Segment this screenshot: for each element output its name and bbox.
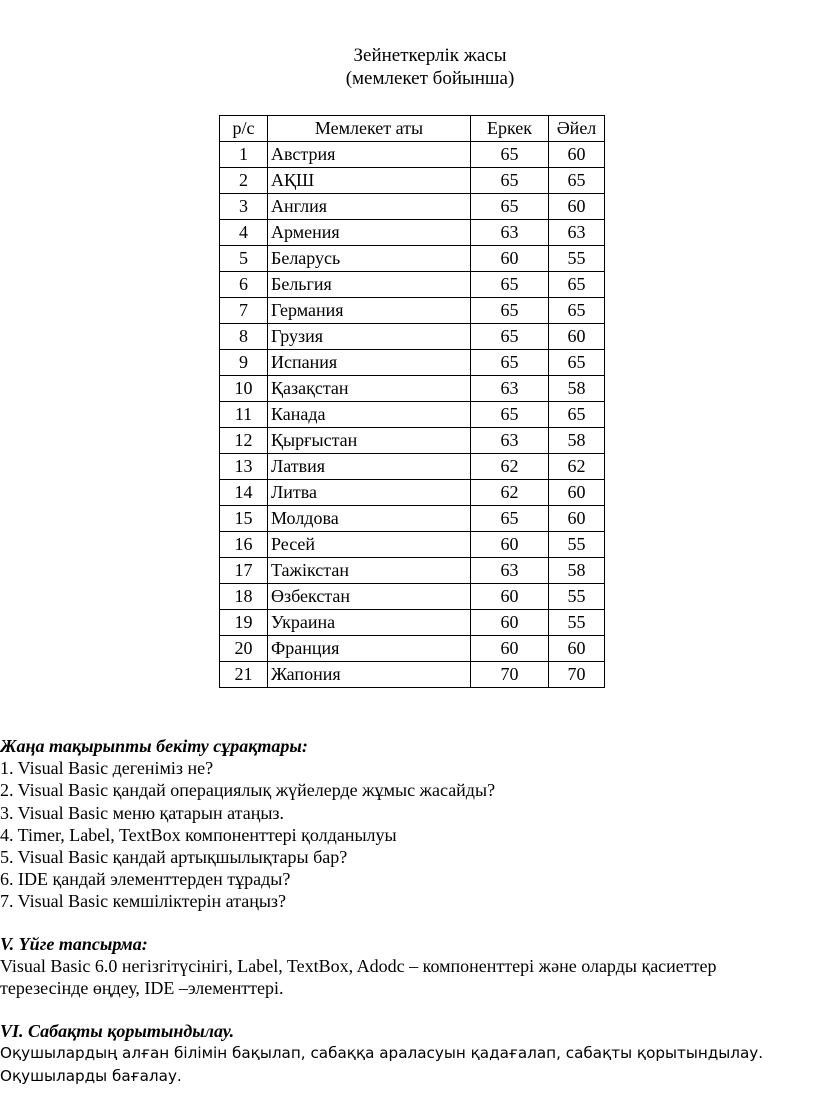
row-number: 17 — [220, 558, 268, 584]
question-item: 3. Visual Basic меню қатарын атаңыз. — [0, 802, 285, 823]
table-row — [220, 662, 605, 688]
female-age: 60 — [549, 636, 605, 662]
female-age: 62 — [549, 454, 605, 480]
header-country: Мемлекет аты — [268, 116, 471, 142]
homework-line: терезесінде өңдеу, IDE –элементтері. — [0, 978, 284, 999]
female-age: 65 — [549, 350, 605, 376]
row-number: 16 — [220, 532, 268, 558]
table-row — [220, 402, 605, 428]
female-age: 60 — [549, 480, 605, 506]
male-age: 63 — [471, 220, 549, 246]
country-name: Тажікстан — [268, 558, 471, 584]
row-number: 3 — [220, 194, 268, 220]
header-number: р/с — [220, 116, 268, 142]
male-age: 60 — [471, 636, 549, 662]
question-item: 6. IDE қандай элементтерден тұрады? — [0, 869, 291, 890]
male-age: 65 — [471, 402, 549, 428]
male-age: 63 — [471, 376, 549, 402]
question-item: 1. Visual Basic дегеніміз не? — [0, 758, 214, 779]
table-row — [220, 636, 605, 662]
country-name: Жапония — [268, 662, 471, 688]
country-name: Литва — [268, 480, 471, 506]
female-age: 60 — [549, 194, 605, 220]
table-body — [220, 142, 605, 688]
country-name: Беларусь — [268, 246, 471, 272]
retirement-age-table — [219, 115, 605, 688]
row-number: 14 — [220, 480, 268, 506]
table-row — [220, 506, 605, 532]
table-row — [220, 532, 605, 558]
row-number: 4 — [220, 220, 268, 246]
female-age: 65 — [549, 168, 605, 194]
male-age: 65 — [471, 194, 549, 220]
female-age: 58 — [549, 428, 605, 454]
summary-text: Оқушылардың алған білімін бақылап, сабаққа араласуын қадағалап, сабақты қорытындылау. Оқушыларды бағалау. — [0, 1044, 764, 1086]
questions-heading: Жаңа тақырыпты бекіту сұрақтары: — [0, 736, 308, 756]
female-age: 58 — [549, 376, 605, 402]
female-age: 55 — [549, 532, 605, 558]
male-age: 60 — [471, 246, 549, 272]
row-number: 13 — [220, 454, 268, 480]
country-name: Бельгия — [268, 272, 471, 298]
homework-line: Visual Basic 6.0 негізгітүсінігі, Label, TextBox, Adodc – компоненттері және оларды қасиеттер — [0, 956, 717, 977]
male-age: 65 — [471, 168, 549, 194]
country-name: Қырғыстан — [268, 428, 471, 454]
row-number: 21 — [220, 662, 268, 688]
table-row — [220, 142, 605, 168]
row-number: 1 — [220, 142, 268, 168]
table-row — [220, 480, 605, 506]
table-row — [220, 610, 605, 636]
country-name: Армения — [268, 220, 471, 246]
country-name: Германия — [268, 298, 471, 324]
row-number: 12 — [220, 428, 268, 454]
header-male: Еркек — [471, 116, 549, 142]
document-subtitle: (мемлекет бойынша) — [345, 68, 515, 89]
female-age: 58 — [549, 558, 605, 584]
table-row — [220, 454, 605, 480]
female-age: 55 — [549, 246, 605, 272]
country-name: Канада — [268, 402, 471, 428]
male-age: 65 — [471, 350, 549, 376]
male-age: 63 — [471, 428, 549, 454]
female-age: 60 — [549, 324, 605, 350]
female-age: 65 — [549, 402, 605, 428]
male-age: 60 — [471, 532, 549, 558]
table-row — [220, 584, 605, 610]
country-name: Латвия — [268, 454, 471, 480]
row-number: 18 — [220, 584, 268, 610]
country-name: Англия — [268, 194, 471, 220]
country-name: Өзбекстан — [268, 584, 471, 610]
country-name: Грузия — [268, 324, 471, 350]
question-item: 7. Visual Basic кемшіліктерін атаңыз? — [0, 891, 287, 912]
question-item: 5. Visual Basic қандай артықшылықтары бар? — [0, 847, 348, 868]
female-age: 63 — [549, 220, 605, 246]
table-header-row — [220, 116, 605, 142]
table-row — [220, 272, 605, 298]
table-row — [220, 298, 605, 324]
country-name: Испания — [268, 350, 471, 376]
country-name: Франция — [268, 636, 471, 662]
female-age: 65 — [549, 298, 605, 324]
row-number: 6 — [220, 272, 268, 298]
homework-section — [0, 933, 816, 1000]
row-number: 20 — [220, 636, 268, 662]
country-name: Қазақстан — [268, 376, 471, 402]
male-age: 70 — [471, 662, 549, 688]
table-row — [220, 168, 605, 194]
table-row — [220, 246, 605, 272]
female-age: 60 — [549, 506, 605, 532]
document-title: Зейнеткерлік жасы — [353, 45, 507, 66]
row-number: 9 — [220, 350, 268, 376]
male-age: 62 — [471, 454, 549, 480]
row-number: 7 — [220, 298, 268, 324]
female-age: 60 — [549, 142, 605, 168]
country-name: АҚШ — [268, 168, 471, 194]
male-age: 65 — [471, 506, 549, 532]
homework-heading: V. Үйге тапсырма: — [0, 934, 148, 954]
male-age: 65 — [471, 298, 549, 324]
male-age: 65 — [471, 272, 549, 298]
row-number: 19 — [220, 610, 268, 636]
male-age: 65 — [471, 324, 549, 350]
row-number: 15 — [220, 506, 268, 532]
row-number: 5 — [220, 246, 268, 272]
table-row — [220, 194, 605, 220]
summary-section — [0, 1020, 816, 1088]
row-number: 10 — [220, 376, 268, 402]
row-number: 11 — [220, 402, 268, 428]
country-name: Ресей — [268, 532, 471, 558]
row-number: 8 — [220, 324, 268, 350]
female-age: 55 — [549, 584, 605, 610]
male-age: 63 — [471, 558, 549, 584]
table-row — [220, 376, 605, 402]
question-item: 4. Timer, Label, TextBox компоненттері қолданылуы — [0, 824, 397, 845]
male-age: 60 — [471, 610, 549, 636]
female-age: 65 — [549, 272, 605, 298]
country-name: Молдова — [268, 506, 471, 532]
summary-heading: VI. Сабақты қорытындылау. — [0, 1021, 235, 1041]
question-item: 2. Visual Basic қандай операциялық жүйелерде жұмыс жасайды? — [0, 780, 496, 801]
country-name: Украина — [268, 610, 471, 636]
table-row — [220, 324, 605, 350]
review-questions — [0, 735, 816, 913]
table-row — [220, 428, 605, 454]
male-age: 60 — [471, 584, 549, 610]
table-row — [220, 350, 605, 376]
male-age: 65 — [471, 142, 549, 168]
row-number: 2 — [220, 168, 268, 194]
table-row — [220, 558, 605, 584]
male-age: 62 — [471, 480, 549, 506]
female-age: 70 — [549, 662, 605, 688]
female-age: 55 — [549, 610, 605, 636]
country-name: Австрия — [268, 142, 471, 168]
table-row — [220, 220, 605, 246]
header-female: Әйел — [549, 116, 605, 142]
